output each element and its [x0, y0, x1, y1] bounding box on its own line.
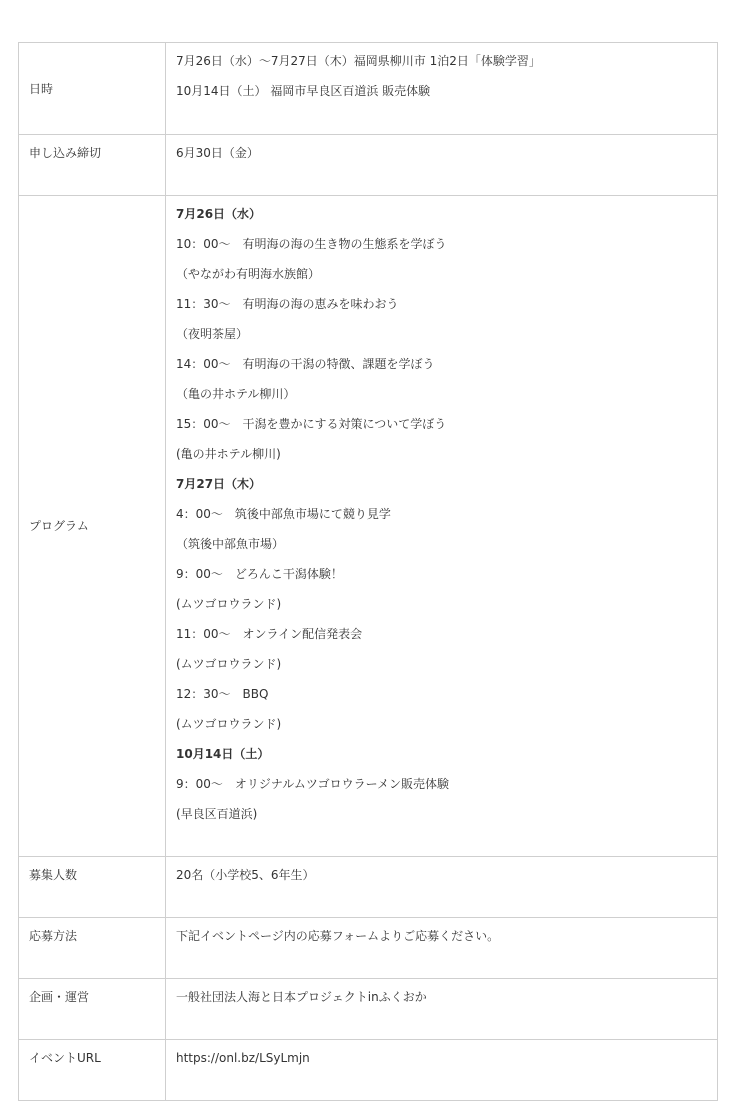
program-item: 11：00〜 オンライン配信発表会	[176, 627, 363, 641]
row-value-method: 下記イベントページ内の応募フォームよりご応募ください。	[166, 918, 718, 979]
program-item: 14：00〜 有明海の干潟の特徴、課題を学ぼう	[176, 357, 435, 371]
program-venue: （夜明茶屋）	[176, 327, 249, 341]
table-row-organizer	[19, 979, 718, 1040]
program-venue: （亀の井ホテル柳川）	[176, 387, 296, 401]
program-venue: （やながわ有明海水族館）	[176, 267, 321, 281]
program-venue: （筑後中部魚市場）	[176, 537, 285, 551]
program-item: 9：00〜 オリジナルムツゴロウラーメン販売体験	[176, 777, 449, 791]
program-venue: (ムツゴロウランド)	[176, 717, 282, 731]
table-row-count	[19, 857, 718, 918]
row-value-deadline: 6月30日（金）	[166, 135, 718, 196]
table-row-deadline	[19, 135, 718, 196]
event-url-link[interactable]: https://onl.bz/LSyLmjn	[166, 1040, 718, 1101]
row-value-program	[166, 196, 718, 857]
program-item: 10：00〜 有明海の海の生き物の生態系を学ぼう	[176, 237, 447, 251]
program-item: 4：00〜 筑後中部魚市場にて競り見学	[176, 507, 391, 521]
row-label-organizer: 企画・運営	[19, 979, 166, 1040]
program-item: 15：00〜 干潟を豊かにする対策について学ぼう	[176, 417, 447, 431]
row-value-organizer: 一般社団法人海と日本プロジェクトinふくおか	[166, 979, 718, 1040]
table-row-url	[19, 1040, 718, 1101]
table-row-program	[19, 196, 718, 857]
program-item: 9：00〜 どろんこ干潟体験！	[176, 567, 343, 581]
row-label-program: プログラム	[19, 196, 166, 857]
program-day-heading: 7月27日（木）	[176, 477, 262, 491]
row-label-date: 日時	[19, 43, 166, 135]
table-row-date	[19, 43, 718, 135]
program-item: 12：30〜 BBQ	[176, 687, 269, 701]
row-value-count: 20名（小学校5、6年生）	[166, 857, 718, 918]
date-line: 10月14日（土） 福岡市早良区百道浜 販売体験	[176, 84, 431, 98]
date-line: 7月26日（水）〜7月27日（木）福岡県柳川市 1泊2日「体験学習」	[176, 54, 541, 68]
program-day-heading: 7月26日（水）	[176, 207, 262, 221]
row-label-url: イベントURL	[19, 1040, 166, 1101]
row-value-date	[166, 43, 718, 135]
row-label-count: 募集人数	[19, 857, 166, 918]
row-label-deadline: 申し込み締切	[19, 135, 166, 196]
program-item: 11：30〜 有明海の海の恵みを味わおう	[176, 297, 399, 311]
row-label-method: 応募方法	[19, 918, 166, 979]
table-row-method	[19, 918, 718, 979]
program-venue: (早良区百道浜)	[176, 807, 258, 821]
event-info-table	[18, 42, 718, 1101]
program-venue: (亀の井ホテル柳川)	[176, 447, 281, 461]
program-venue: (ムツゴロウランド)	[176, 597, 282, 611]
program-venue: (ムツゴロウランド)	[176, 657, 282, 671]
program-day-heading: 10月14日（土）	[176, 747, 270, 761]
